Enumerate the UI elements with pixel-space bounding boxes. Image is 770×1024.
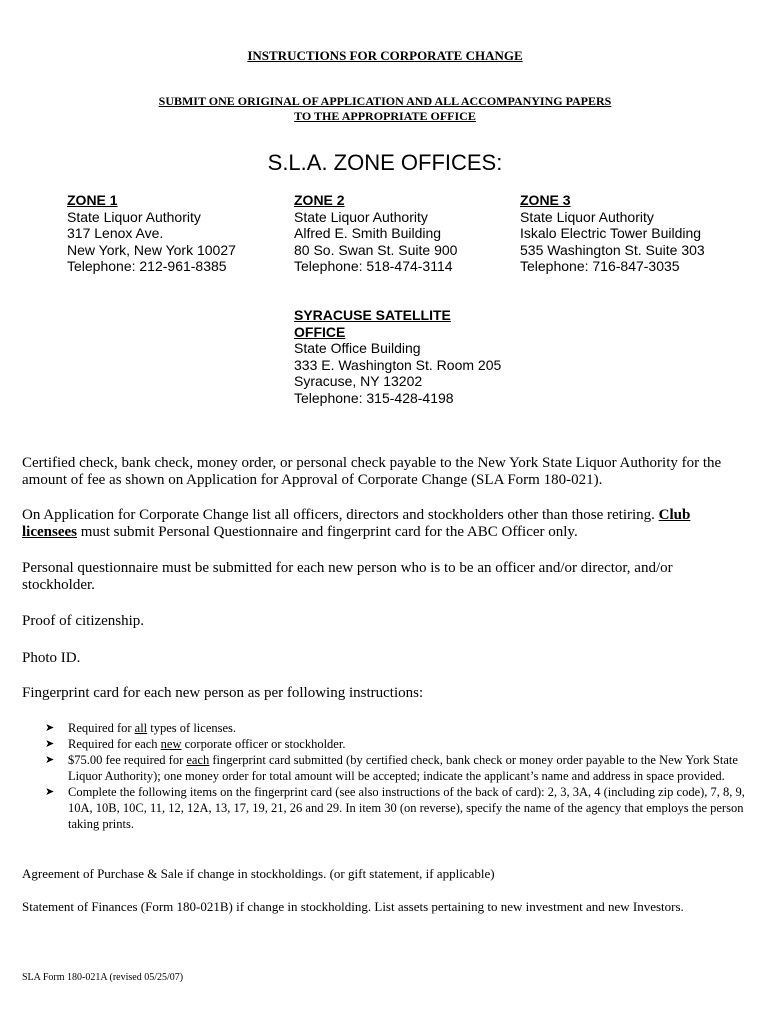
questionnaire-paragraph: Personal questionnaire must be submitted for each new person who is to be an officer and/or director, and/or stockholder.	[22, 560, 673, 593]
list-item: ➤ Complete the following items on the fingerprint card (see also instructions of the back of card): 2, 3, 3A, 4 (including zip code), 7, 8, 9, 10A, 10B, 10C, 11, 12, 12A, 13, 17, 19, 21, 26 and 29. In item 30 (on reverse), specify the name of the agency that employs the person taking prints.	[45, 785, 745, 831]
zone-3-address	[520, 192, 705, 275]
zone-name: ZONE 1	[67, 192, 118, 208]
arrow-bullet-icon: ➤	[45, 753, 55, 766]
address-line: Iskalo Electric Tower Building	[520, 225, 702, 241]
office-name-line-2: OFFICE	[294, 323, 346, 340]
list-item: ➤ $75.00 fee required for each fingerprint card submitted (by certified check, bank check or money order payable to the New York State Liquor Authority); one money order for total amount will be accepted; indicate the applicant’s name and address in space provided.	[45, 753, 738, 783]
office-name-line-1: SYRACUSE SATELLITE	[294, 307, 451, 323]
zone-2-address	[294, 192, 457, 275]
form-footer: SLA Form 180-021A (revised 05/25/07)	[22, 972, 184, 983]
address-line: 333 E. Washington St. Room 205	[294, 356, 502, 373]
list-item: ➤ Required for all types of licenses.	[45, 721, 237, 735]
zone-name: ZONE 3	[520, 192, 571, 208]
submit-line-2: TO THE APPROPRIATE OFFICE	[294, 109, 476, 123]
address-line: New York, New York 10027	[67, 241, 236, 258]
submit-instructions	[0, 94, 770, 124]
fingerprint-intro: Fingerprint card for each new person as per following instructions:	[22, 685, 424, 701]
list-item: ➤ Required for each new corporate officer or stockholder.	[45, 737, 346, 751]
zone-1-address	[67, 192, 236, 275]
address-line: Syracuse, NY 13202	[294, 373, 423, 389]
payment-paragraph: Certified check, bank check, money order, or personal check payable to the New York State Liquor Authority for the amount of fee as shown on Application for Approval of Corporate Change (SLA Form 180-021).	[22, 455, 722, 488]
officers-text-continued: must submit Personal Questionnaire and fingerprint card for the ABC Officer only.	[80, 524, 578, 540]
address-line: 80 So. Swan St. Suite 900	[294, 241, 458, 258]
telephone-line: Telephone: 315-428-4198	[294, 389, 454, 406]
photo-id-paragraph: Photo ID.	[22, 650, 81, 666]
zone-name: ZONE 2	[294, 192, 345, 208]
address-line: State Liquor Authority	[520, 208, 654, 225]
officers-text: On Application for Corporate Change list all officers, directors and stockholders other than those retiring.	[22, 507, 655, 523]
syracuse-office-address	[294, 307, 501, 406]
finances-paragraph: Statement of Finances (Form 180-021B) if change in stockholding. List assets pertaining to new investment and new Investors.	[22, 899, 684, 914]
page-title: INSTRUCTIONS FOR CORPORATE CHANGE	[247, 48, 523, 63]
fingerprint-instructions-list	[45, 720, 745, 832]
arrow-bullet-icon: ➤	[45, 737, 55, 750]
telephone-line: Telephone: 518-474-3114	[294, 258, 453, 274]
officers-paragraph	[22, 507, 742, 541]
address-line: 535 Washington St. Suite 303	[520, 241, 705, 258]
telephone-line: Telephone: 212-961-8385	[67, 258, 227, 274]
address-line: 317 Lenox Ave.	[67, 225, 164, 241]
citizenship-paragraph: Proof of citizenship.	[22, 613, 145, 629]
telephone-line: Telephone: 716-847-3035	[520, 258, 680, 274]
address-line: Alfred E. Smith Building	[294, 225, 442, 241]
agreement-paragraph: Agreement of Purchase & Sale if change in stockholdings. (or gift statement, if applicable)	[22, 866, 495, 881]
club-licensees-emphasis: Club licensees	[22, 507, 691, 540]
arrow-bullet-icon: ➤	[45, 785, 55, 798]
address-line: State Liquor Authority	[294, 208, 428, 225]
arrow-bullet-icon: ➤	[45, 721, 55, 734]
zone-offices-heading: S.L.A. ZONE OFFICES:	[267, 150, 503, 175]
submit-line-1: SUBMIT ONE ORIGINAL OF APPLICATION AND ALL ACCOMPANYING PAPERS	[158, 94, 612, 108]
address-line: State Liquor Authority	[67, 208, 201, 225]
address-line: State Office Building	[294, 340, 421, 356]
